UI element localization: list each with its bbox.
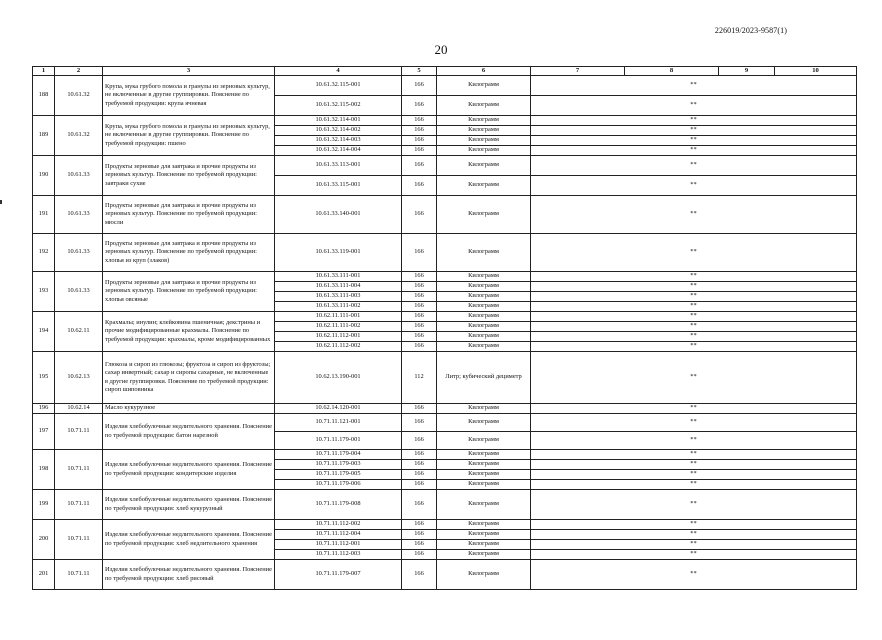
unit-code: 166: [402, 322, 437, 332]
unit-code: 166: [402, 404, 437, 414]
ktru-code: 10.62.14.120-001: [275, 404, 402, 414]
row-number: 198: [33, 450, 55, 490]
unit-name: Килограмм: [437, 470, 531, 480]
unit-code: 166: [402, 282, 437, 292]
ktru-code: 10.71.11.112-003: [275, 550, 402, 560]
ktru-code: 10.61.33.111-002: [275, 302, 402, 312]
requirement-mark: **: [531, 332, 857, 342]
table-row: [33, 450, 857, 460]
unit-name: Килограмм: [437, 414, 531, 432]
okpd-code: 10.61.33: [55, 234, 103, 272]
requirement-mark: **: [531, 414, 857, 432]
requirement-mark: **: [531, 136, 857, 146]
ktru-code: 10.62.11.111-001: [275, 312, 402, 322]
ktru-code: 10.62.11.112-002: [275, 342, 402, 352]
unit-code: 166: [402, 126, 437, 136]
column-header: 2: [55, 67, 103, 76]
document-id: 226019/2023-9587(1): [714, 26, 787, 35]
product-description: Изделия хлебобулочные недлительного хранения. Пояснение по требуемой продукции: батон нарезной: [103, 414, 275, 450]
column-header: 3: [103, 67, 275, 76]
unit-name: Килограмм: [437, 146, 531, 156]
okpd-code: 10.62.14: [55, 404, 103, 414]
okpd-code: 10.71.11: [55, 520, 103, 560]
okpd-code: 10.61.32: [55, 76, 103, 116]
requirement-mark: **: [531, 404, 857, 414]
row-number: 200: [33, 520, 55, 560]
unit-code: 166: [402, 540, 437, 550]
requirement-mark: **: [531, 560, 857, 590]
unit-name: Килограмм: [437, 126, 531, 136]
page-number: 20: [434, 42, 448, 57]
product-description: Изделия хлебобулочные недлительного хранения. Пояснение по требуемой продукции: хлеб рисовый: [103, 560, 275, 590]
requirement-mark: **: [531, 126, 857, 136]
ktru-code: 10.71.11.179-007: [275, 560, 402, 590]
unit-code: 166: [402, 332, 437, 342]
requirement-mark: **: [531, 176, 857, 196]
ktru-code: 10.71.11.179-006: [275, 480, 402, 490]
requirement-mark: **: [531, 292, 857, 302]
table-row: [33, 312, 857, 322]
column-header: 5: [402, 67, 437, 76]
table-row: [33, 414, 857, 432]
requirement-mark: **: [531, 96, 857, 116]
unit-code: 166: [402, 470, 437, 480]
unit-code: 166: [402, 414, 437, 432]
table-row: [33, 490, 857, 520]
unit-code: 166: [402, 96, 437, 116]
unit-name: Килограмм: [437, 520, 531, 530]
requirement-mark: **: [531, 550, 857, 560]
requirement-mark: **: [531, 520, 857, 530]
product-description: Продукты зерновые для завтрака и прочие продукты из зерновых культур. Пояснение по требуемой продукции: мюсли: [103, 196, 275, 234]
requirement-mark: **: [531, 76, 857, 96]
requirement-mark: **: [531, 540, 857, 550]
ktru-code: 10.61.33.111-003: [275, 292, 402, 302]
product-description: Изделия хлебобулочные недлительного хранения. Пояснение по требуемой продукции: хлеб кукурузный: [103, 490, 275, 520]
unit-name: Килограмм: [437, 322, 531, 332]
unit-name: Килограмм: [437, 76, 531, 96]
table-row: [33, 352, 857, 404]
row-number: 194: [33, 312, 55, 352]
unit-code: 166: [402, 136, 437, 146]
product-description: Продукты зерновые для завтрака и прочие продукты из зерновых культур. Пояснение по требуемой продукции: хлопья овсяные: [103, 272, 275, 312]
ktru-code: 10.61.33.140-001: [275, 196, 402, 234]
okpd-code: 10.62.13: [55, 352, 103, 404]
ktru-code: 10.61.33.115-001: [275, 176, 402, 196]
table-row: [33, 196, 857, 234]
row-number: 197: [33, 414, 55, 450]
unit-name: Килограмм: [437, 136, 531, 146]
unit-code: 166: [402, 156, 437, 176]
ktru-code: 10.61.33.113-001: [275, 156, 402, 176]
unit-code: 166: [402, 450, 437, 460]
requirement-mark: **: [531, 196, 857, 234]
products-table: [32, 66, 857, 590]
okpd-code: 10.61.33: [55, 272, 103, 312]
requirement-mark: **: [531, 272, 857, 282]
okpd-code: 10.62.11: [55, 312, 103, 352]
ktru-code: 10.61.33.111-001: [275, 272, 402, 282]
okpd-code: 10.71.11: [55, 490, 103, 520]
unit-name: Килограмм: [437, 490, 531, 520]
ktru-code: 10.61.32.114-001: [275, 116, 402, 126]
unit-code: 166: [402, 302, 437, 312]
ktru-code: 10.61.32.114-003: [275, 136, 402, 146]
requirement-mark: **: [531, 480, 857, 490]
row-number: 196: [33, 404, 55, 414]
unit-name: Килограмм: [437, 176, 531, 196]
ktru-code: 10.62.11.111-002: [275, 322, 402, 332]
product-description: Глюкоза и сироп из глюкозы; фруктоза и сироп из фруктозы; сахар инвертный; сахар и сиропы сахарные, не включенные в другие группировки. Пояснение по требуемой продукции: сироп шиповника: [103, 352, 275, 404]
unit-code: 166: [402, 480, 437, 490]
ktru-code: 10.61.33.119-001: [275, 234, 402, 272]
requirement-mark: **: [531, 156, 857, 176]
unit-code: 166: [402, 116, 437, 126]
unit-name: Килограмм: [437, 156, 531, 176]
product-description: Изделия хлебобулочные недлительного хранения. Пояснение по требуемой продукции: хлеб недлительного хранения: [103, 520, 275, 560]
unit-name: Килограмм: [437, 342, 531, 352]
requirement-mark: **: [531, 342, 857, 352]
unit-code: 166: [402, 272, 437, 282]
product-description: Продукты зерновые для завтрака и прочие продукты из зерновых культур. Пояснение по требуемой продукции: хлопья из круп (злаков): [103, 234, 275, 272]
product-description: Крупа, мука грубого помола и гранулы из зерновых культур, не включенные в другие группировки. Пояснение по требуемой продукции: пшено: [103, 116, 275, 156]
column-header: 9: [719, 67, 775, 76]
unit-code: 166: [402, 460, 437, 470]
unit-code: 166: [402, 490, 437, 520]
column-header: 1: [33, 67, 55, 76]
unit-code: 166: [402, 342, 437, 352]
ktru-code: 10.71.11.112-001: [275, 540, 402, 550]
unit-name: Килограмм: [437, 302, 531, 312]
table-row: [33, 272, 857, 282]
unit-code: 112: [402, 352, 437, 404]
unit-name: Килограмм: [437, 550, 531, 560]
requirement-mark: **: [531, 282, 857, 292]
requirement-mark: **: [531, 146, 857, 156]
unit-code: 166: [402, 312, 437, 322]
ktru-code: 10.71.11.179-008: [275, 490, 402, 520]
okpd-code: 10.61.33: [55, 196, 103, 234]
unit-code: 166: [402, 176, 437, 196]
unit-code: 166: [402, 234, 437, 272]
ktru-code: 10.61.32.115-002: [275, 96, 402, 116]
scan-edge-mark: [0, 200, 2, 204]
table-row: [33, 116, 857, 126]
unit-name: Литр; кубический дециметр: [437, 352, 531, 404]
requirement-mark: **: [531, 490, 857, 520]
table-row: [33, 76, 857, 96]
table-row: [33, 404, 857, 414]
ktru-code: 10.61.32.114-002: [275, 126, 402, 136]
ktru-code: 10.71.11.179-004: [275, 450, 402, 460]
unit-name: Килограмм: [437, 312, 531, 322]
unit-code: 166: [402, 146, 437, 156]
requirement-mark: **: [531, 322, 857, 332]
requirement-mark: **: [531, 530, 857, 540]
ktru-code: 10.71.11.179-003: [275, 460, 402, 470]
unit-name: Килограмм: [437, 404, 531, 414]
table-row: [33, 156, 857, 176]
column-header: 10: [775, 67, 857, 76]
okpd-code: 10.61.32: [55, 116, 103, 156]
ktru-code: 10.71.11.179-005: [275, 470, 402, 480]
ktru-code: 10.61.33.111-004: [275, 282, 402, 292]
requirement-mark: **: [531, 432, 857, 450]
requirement-mark: **: [531, 312, 857, 322]
unit-name: Килограмм: [437, 116, 531, 126]
product-description: Крупа, мука грубого помола и гранулы из зерновых культур, не включенные в другие группировки. Пояснение по требуемой продукции: крупа ячневая: [103, 76, 275, 116]
unit-name: Килограмм: [437, 282, 531, 292]
okpd-code: 10.71.11: [55, 414, 103, 450]
ktru-code: 10.62.11.112-001: [275, 332, 402, 342]
unit-name: Килограмм: [437, 450, 531, 460]
unit-code: 166: [402, 292, 437, 302]
unit-name: Килограмм: [437, 530, 531, 540]
row-number: 188: [33, 76, 55, 116]
table-row: [33, 560, 857, 590]
unit-name: Килограмм: [437, 432, 531, 450]
unit-code: 166: [402, 550, 437, 560]
okpd-code: 10.71.11: [55, 450, 103, 490]
row-number: 189: [33, 116, 55, 156]
product-description: Продукты зерновые для завтрака и прочие продукты из зерновых культур. Пояснение по требуемой продукции: завтраки сухие: [103, 156, 275, 196]
unit-name: Килограмм: [437, 196, 531, 234]
ktru-code: 10.62.13.190-001: [275, 352, 402, 404]
product-description: Крахмалы; инулин; клейковина пшеничная; декстрины и прочие модифицированные крахмалы. Пояснение по требуемой продукции: крахмалы, кроме модифицированных: [103, 312, 275, 352]
okpd-code: 10.71.11: [55, 560, 103, 590]
row-number: 193: [33, 272, 55, 312]
unit-name: Килограмм: [437, 480, 531, 490]
requirement-mark: **: [531, 450, 857, 460]
unit-name: Килограмм: [437, 332, 531, 342]
ktru-code: 10.71.11.112-002: [275, 520, 402, 530]
okpd-code: 10.61.33: [55, 156, 103, 196]
unit-name: Килограмм: [437, 560, 531, 590]
row-number: 192: [33, 234, 55, 272]
requirement-mark: **: [531, 116, 857, 126]
table-row: [33, 520, 857, 530]
requirement-mark: **: [531, 302, 857, 312]
requirement-mark: **: [531, 470, 857, 480]
row-number: 199: [33, 490, 55, 520]
unit-code: 166: [402, 76, 437, 96]
ktru-code: 10.71.11.121-001: [275, 414, 402, 432]
product-description: Изделия хлебобулочные недлительного хранения. Пояснение по требуемой продукции: кондитерские изделия: [103, 450, 275, 490]
unit-code: 166: [402, 196, 437, 234]
unit-code: 166: [402, 432, 437, 450]
column-header: 4: [275, 67, 402, 76]
unit-name: Килограмм: [437, 540, 531, 550]
column-header: 6: [437, 67, 531, 76]
requirement-mark: **: [531, 234, 857, 272]
ktru-code: 10.61.32.115-001: [275, 76, 402, 96]
unit-name: Килограмм: [437, 460, 531, 470]
unit-name: Килограмм: [437, 272, 531, 282]
row-number: 190: [33, 156, 55, 196]
product-description: Масло кукурузное: [103, 404, 275, 414]
unit-code: 166: [402, 560, 437, 590]
table-row: [33, 234, 857, 272]
row-number: 201: [33, 560, 55, 590]
ktru-code: 10.71.11.179-001: [275, 432, 402, 450]
row-number: 195: [33, 352, 55, 404]
requirement-mark: **: [531, 460, 857, 470]
unit-name: Килограмм: [437, 292, 531, 302]
requirement-mark: **: [531, 352, 857, 404]
unit-name: Килограмм: [437, 96, 531, 116]
column-header: 8: [625, 67, 719, 76]
table-header-row: [33, 67, 857, 76]
ktru-code: 10.71.11.112-004: [275, 530, 402, 540]
column-header: 7: [531, 67, 625, 76]
row-number: 191: [33, 196, 55, 234]
unit-code: 166: [402, 530, 437, 540]
unit-code: 166: [402, 520, 437, 530]
ktru-code: 10.61.32.114-004: [275, 146, 402, 156]
unit-name: Килограмм: [437, 234, 531, 272]
